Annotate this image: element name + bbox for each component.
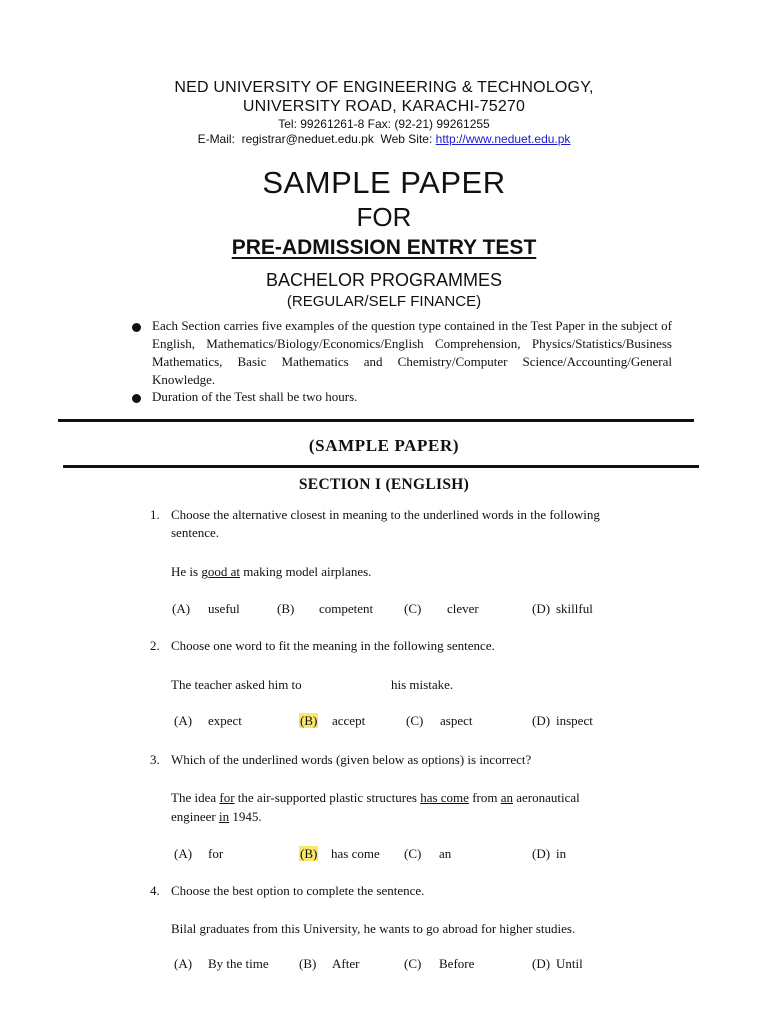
option-label: (B): [299, 956, 317, 971]
website-label: Web Site:: [380, 132, 433, 146]
option-text: expect: [208, 713, 242, 728]
question-sentence: He is good at making model airplanes.: [171, 564, 372, 579]
option-text: Before: [439, 956, 475, 971]
option-label: (B): [277, 601, 295, 616]
option-text: clever: [447, 601, 479, 616]
question-sentence-cont: engineer in 1945.: [171, 809, 262, 824]
option-label: (C): [404, 956, 422, 971]
section-heading: SECTION I (ENGLISH): [298, 476, 470, 493]
option-label: (D): [532, 846, 551, 861]
university-header: [0, 78, 768, 116]
option-label: (C): [406, 713, 424, 728]
option-text: After: [332, 956, 360, 971]
option-label-highlighted: (B): [300, 713, 318, 728]
option-label: (A): [174, 846, 193, 861]
option-text: accept: [332, 713, 366, 728]
option-label: (D): [532, 601, 551, 616]
phone-fax-line: Tel: 99261261-8 Fax: (92-21) 99261255: [278, 117, 490, 131]
underlined-word: an: [500, 790, 513, 805]
question-text: Which of the underlined words (given below as options) is incorrect?: [171, 752, 532, 767]
option-text: for: [208, 846, 224, 861]
programmes-title: BACHELOR PROGRAMMES: [265, 270, 503, 290]
underlined-word: for: [219, 790, 235, 805]
option-text: aspect: [440, 713, 473, 728]
entry-test-title: PRE-ADMISSION ENTRY TEST: [231, 236, 537, 259]
email-web-line: [0, 132, 768, 147]
instruction-item: Duration of the Test shall be two hours.: [152, 389, 358, 404]
option-label-highlighted: (B): [300, 846, 318, 861]
question-text: Choose the alternative closest in meaning to the underlined words in the following sentence.: [171, 507, 600, 540]
divider: [63, 465, 699, 468]
underlined-word: in: [219, 809, 230, 824]
option-label: (A): [174, 713, 193, 728]
option-text: in: [556, 846, 567, 861]
option-label: (C): [404, 846, 422, 861]
question-text: Choose one word to fit the meaning in the following sentence.: [171, 638, 495, 653]
question-number: 4.: [150, 883, 160, 898]
university-address: UNIVERSITY ROAD, KARACHI-75270: [242, 98, 526, 115]
question-text: Choose the best option to complete the sentence.: [171, 883, 425, 898]
option-label: (D): [532, 956, 551, 971]
bullet-icon: [132, 323, 141, 332]
option-text: an: [439, 846, 452, 861]
option-label: (D): [532, 713, 551, 728]
option-label: (C): [404, 601, 422, 616]
option-text: has come: [331, 846, 380, 861]
question-sentence: The idea for the air-supported plastic structures has come from an aeronautical: [171, 790, 580, 805]
website-link[interactable]: http://www.neduet.edu.pk: [435, 132, 571, 146]
underlined-word: has come: [420, 790, 469, 805]
email-label: E-Mail:: [197, 132, 235, 146]
option-text: competent: [319, 601, 374, 616]
underlined-word: good at: [201, 564, 240, 579]
option-label: (A): [174, 956, 193, 971]
question-sentence: The teacher asked him to: [171, 677, 302, 692]
question-number: 3.: [150, 752, 160, 767]
option-text: skillful: [556, 601, 593, 616]
question-number: 2.: [150, 638, 160, 653]
sample-paper-heading: (SAMPLE PAPER): [308, 436, 460, 455]
option-text: inspect: [556, 713, 593, 728]
sample-paper-title: SAMPLE PAPER: [262, 165, 506, 200]
option-label: (A): [172, 601, 191, 616]
question-sentence-end: his mistake.: [391, 677, 454, 692]
university-name: NED UNIVERSITY OF ENGINEERING & TECHNOLOGY,: [174, 79, 594, 96]
option-text: By the time: [208, 956, 269, 971]
email-address: registrar@neduet.edu.pk: [241, 132, 374, 146]
instruction-item: Each Section carries five examples of the question type contained in the Test Paper in the subject of English, Mathematics/Biology/Economics/English Comprehension, Physics/Statistics/Business Mathematics, Basic Mathematics and Chemistry/Computer Science/Accounting/General Knowledge.: [152, 318, 672, 387]
for-title: FOR: [356, 202, 412, 232]
option-text: useful: [208, 601, 240, 616]
finance-subtitle: (REGULAR/SELF FINANCE): [286, 293, 482, 310]
bullet-icon: [132, 394, 141, 403]
question-sentence: Bilal graduates from this University, he wants to go abroad for higher studies.: [171, 921, 576, 936]
divider: [58, 419, 694, 422]
question-number: 1.: [150, 507, 160, 522]
option-text: Until: [556, 956, 583, 971]
